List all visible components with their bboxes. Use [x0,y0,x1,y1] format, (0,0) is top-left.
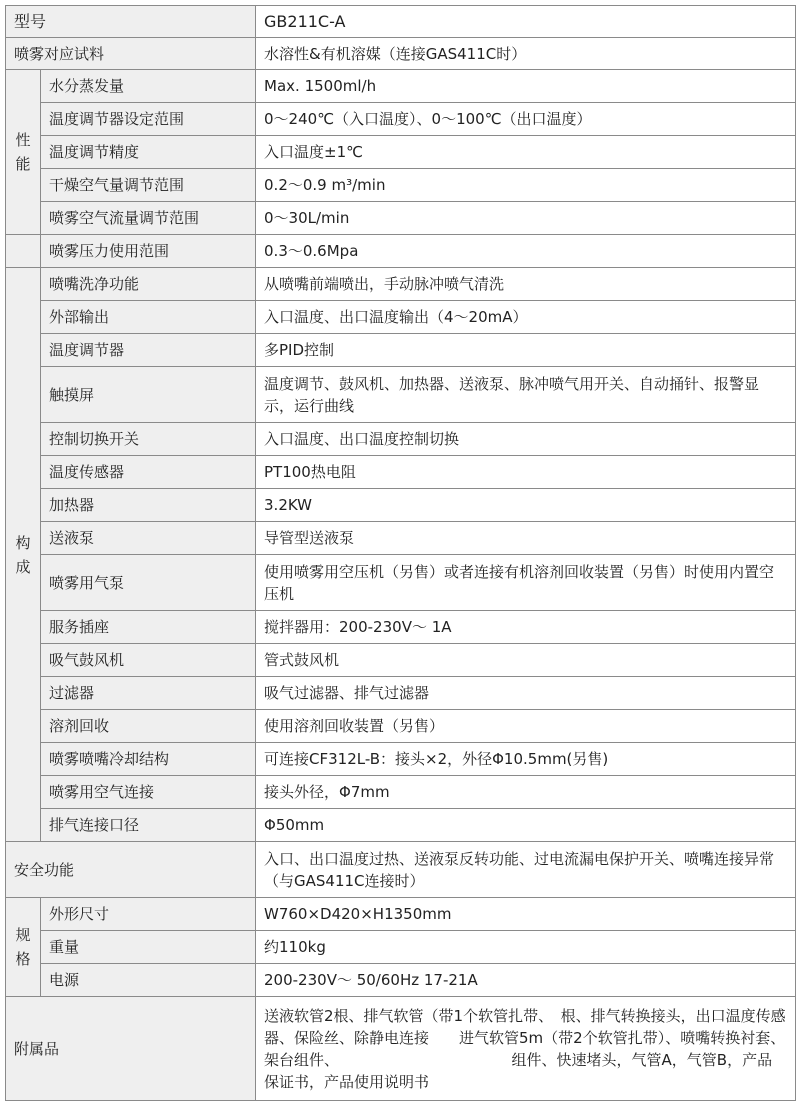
row-label: 外部输出 [41,301,256,334]
row-value: PT100热电阻 [256,456,796,489]
row-value: 吸气过滤器、排气过滤器 [256,677,796,710]
group-label-specs: 规格 [15,926,31,968]
spec-table [5,5,796,1101]
row-label: 送液泵 [41,522,256,555]
row-label: 温度传感器 [41,456,256,489]
model-label: 型号 [6,6,256,38]
row-label: 喷雾用气泵 [41,555,256,611]
table-row [6,710,796,743]
row-label: 触摸屏 [41,367,256,423]
row-value: 温度调节、鼓风机、加热器、送液泵、脉冲喷气用开关、自动捅针、报警显示，运行曲线 [256,367,796,423]
table-row [6,964,796,997]
group-specs [6,898,41,997]
table-row [6,202,796,235]
table-row [6,555,796,611]
row-value: Max. 1500ml/h [256,70,796,103]
table-row [6,776,796,809]
safety-value: 入口、出口温度过热、送液泵反转功能、过电流漏电保护开关、喷嘴连接异常（与GAS411C连接时） [256,842,796,898]
row-label: 温度调节精度 [41,136,256,169]
table-row [6,423,796,456]
table-row [6,334,796,367]
spray-material-value: 水溶性&有机溶媒（连接GAS411C时） [256,38,796,70]
table-row [6,743,796,776]
row-label: 喷雾用空气连接 [41,776,256,809]
accessories-value: 送液软管2根、排气软管（带1个软管扎带、 根、排气转换接头，出口温度传感器、保险丝、除静电连接 进气软管5m（带2个软管扎带）、喷嘴转换衬套、架台组件、 组件、快速堵头，气管A，气管B，产品保证书，产品使用说明书 [256,997,796,1101]
row-label: 电源 [41,964,256,997]
row-value: 导管型送液泵 [256,522,796,555]
row-label: 重量 [41,931,256,964]
row-label: 排气连接口径 [41,809,256,842]
row-value: 0～30L/min [256,202,796,235]
table-row-pressure [6,235,796,268]
table-row [6,367,796,423]
pressure-value: 0.3～0.6Mpa [256,235,796,268]
row-value: 3.2KW [256,489,796,522]
table-row-model [6,6,796,38]
table-row [6,809,796,842]
row-value: 从喷嘴前端喷出，手动脉冲喷气清洗 [256,268,796,301]
row-value: 管式鼓风机 [256,644,796,677]
row-label: 温度调节器 [41,334,256,367]
model-value: GB211C-A [256,6,796,38]
group-composition [6,268,41,842]
table-row [6,677,796,710]
row-value: 多PID控制 [256,334,796,367]
table-row [6,70,796,103]
row-label: 溶剂回收 [41,710,256,743]
row-label: 过滤器 [41,677,256,710]
spray-material-label: 喷雾对应试料 [6,38,256,70]
table-row-accessories [6,997,796,1101]
table-row [6,268,796,301]
row-label: 外形尺寸 [41,898,256,931]
row-value: 入口温度±1℃ [256,136,796,169]
row-label: 喷雾空气流量调节范围 [41,202,256,235]
row-value: 0～240℃（入口温度）、0～100℃（出口温度） [256,103,796,136]
table-row [6,169,796,202]
row-value: 入口温度、出口温度控制切换 [256,423,796,456]
row-value: 接头外径，Φ7mm [256,776,796,809]
table-row [6,931,796,964]
table-row [6,898,796,931]
row-value: 使用喷雾用空压机（另售）或者连接有机溶剂回收装置（另售）时使用内置空压机 [256,555,796,611]
group-label-performance: 性能 [15,131,31,173]
row-value: 可连接CF312L-B：接头×2，外径Φ10.5mm(另售) [256,743,796,776]
group-performance [6,70,41,235]
table-row [6,103,796,136]
row-label: 喷雾喷嘴冷却结构 [41,743,256,776]
group-label-composition: 构成 [15,533,31,576]
row-value: Φ50mm [256,809,796,842]
table-row [6,522,796,555]
table-row [6,644,796,677]
row-value: W760×D420×H1350mm [256,898,796,931]
safety-label: 安全功能 [6,842,256,898]
row-value: 使用溶剂回收装置（另售） [256,710,796,743]
row-label: 加热器 [41,489,256,522]
row-label: 温度调节器设定范围 [41,103,256,136]
row-label: 控制切换开关 [41,423,256,456]
table-row-safety [6,842,796,898]
row-label: 水分蒸发量 [41,70,256,103]
row-label: 干燥空气量调节范围 [41,169,256,202]
row-value: 入口温度、出口温度输出（4～20mA） [256,301,796,334]
table-row [6,301,796,334]
row-value: 0.2～0.9 m³/min [256,169,796,202]
row-label: 服务插座 [41,611,256,644]
table-row [6,136,796,169]
row-value: 搅拌器用：200-230V～ 1A [256,611,796,644]
row-label: 喷嘴洗净功能 [41,268,256,301]
row-value: 约110kg [256,931,796,964]
table-row [6,489,796,522]
row-label: 吸气鼓风机 [41,644,256,677]
table-row [6,456,796,489]
accessories-label: 附属品 [6,997,256,1101]
row-value: 200-230V～ 50/60Hz 17-21A [256,964,796,997]
group-empty [6,235,41,268]
table-row [6,611,796,644]
pressure-label: 喷雾压力使用范围 [41,235,256,268]
table-row-spray-material [6,38,796,70]
